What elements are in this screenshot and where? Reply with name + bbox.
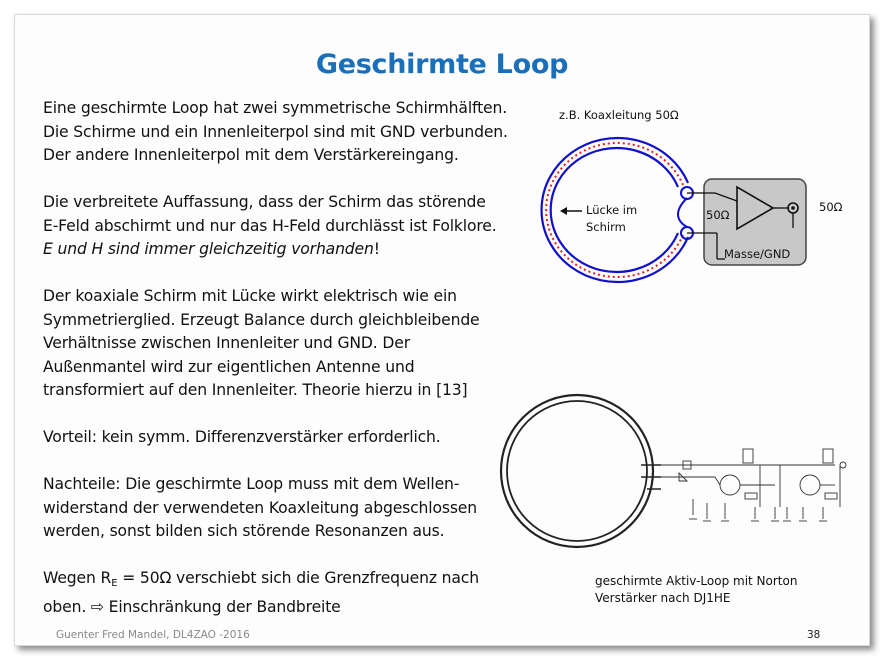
slide <box>14 14 870 646</box>
subscript: E <box>111 578 118 589</box>
active-loop-schematic <box>15 15 869 645</box>
text-line: transformiert auf den Innenleiter. Theorie hierzu in [13] <box>43 381 468 399</box>
text-line: Symmetrierglied. Erzeugt Balance durch gleichbleibende <box>43 310 480 329</box>
output-impedance-label: 50Ω <box>819 200 843 214</box>
text-line: oben. ⇨ Einschränkung der Bandbreite <box>43 597 341 616</box>
text-line: Der andere Innenleiterpol mit dem Verstärkereingang. <box>43 146 459 164</box>
coax-label: z.B. Koaxleitung 50Ω <box>559 108 679 122</box>
text-line: E-Feld abschirmt und nur das H-Feld durchlässt ist Folklore. <box>43 216 497 235</box>
caption-line: Verstärker nach DJ1HE <box>595 591 731 605</box>
amplifier-circuit <box>661 449 846 521</box>
loop-outer <box>501 395 653 547</box>
text-fragment: Wegen R <box>43 569 112 587</box>
loop-inner <box>507 401 647 541</box>
gap-label-line1: Lücke im <box>586 203 638 217</box>
text-line: Nachteile: Die geschirmte Loop muss mit dem Wellen- <box>43 475 460 493</box>
text-line: Eine geschirmte Loop hat zwei symmetrische Schirmhälften. <box>43 99 508 117</box>
footer-author: Guenter Fred Mandel, DL4ZAO -2016 <box>56 629 250 641</box>
text-line: Vorteil: kein symm. Differenzverstärker erforderlich. <box>43 428 441 446</box>
text-line: Die verbreitete Auffassung, dass der Schirm das störende <box>43 193 486 211</box>
text-line: werden, sonst bilden sich störende Resonanzen aus. <box>43 522 445 540</box>
text-line: Der koaxiale Schirm mit Lücke wirkt elektrisch wie ein <box>43 287 457 305</box>
text-fragment: = 50Ω verschiebt sich die Grenzfrequenz nach <box>117 569 479 587</box>
text-line: Außenmantel wird zur eigentlichen Antenne und <box>43 357 415 376</box>
text-line: Die Schirme und ein Innenleiterpol sind mit GND verbunden. <box>43 122 508 141</box>
gap-label-line2: Schirm <box>586 220 626 234</box>
slide-title: Geschirmte Loop <box>315 49 569 80</box>
text-line: Verhältnisse zwischen Innenleiter und GND. Der <box>43 334 410 352</box>
text-line: widerstand der verwendeten Koaxleitung abgeschlossen <box>43 498 477 517</box>
ground-label: Masse/GND <box>724 247 791 261</box>
circuit-caption <box>595 573 797 607</box>
amp-impedance-label: 50Ω <box>706 208 730 222</box>
exclamation: ! <box>373 240 380 258</box>
italic-statement: E und H sind immer gleichzeitig vorhanden <box>43 240 374 258</box>
caption-line: geschirmte Aktiv-Loop mit Norton <box>595 574 798 588</box>
page-number: 38 <box>807 629 821 641</box>
